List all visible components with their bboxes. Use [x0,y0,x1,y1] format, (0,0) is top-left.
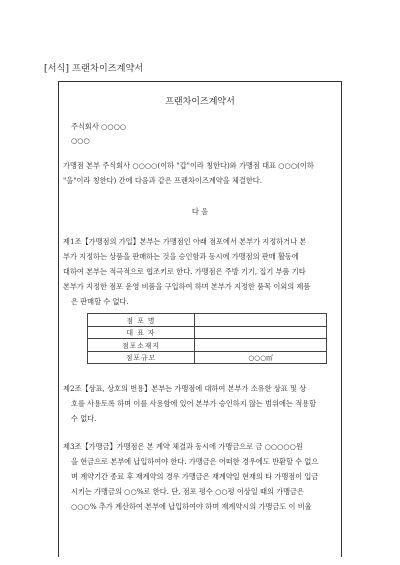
article1-line: 은 판매할 수 없다. [71,297,129,306]
company-representative: ○○○ [71,136,90,145]
article3-line: ○○○% 추가 계산하여 본부에 납입하여야 하며 재계약시의 가맹금도 이 비율 [71,502,312,511]
contract-document [58,81,342,557]
article2-line: 호를 사용토록 하며 이를 사용함에 있어 본부가 승인하지 않는 범위에는 적용할 [71,399,317,408]
table-value: ○○○㎡ [195,351,327,364]
intro-line: 가맹점 본부 주식회사 ○○○○(이하 "갑"이라 칭한다)와 가맹점 대표 ○○○(이하 [63,161,314,170]
table-label: 점포규모 [88,351,195,364]
document-title: 프랜차이즈계약서 [165,97,235,107]
article3-line: 시키는 가맹금의 ○○%로 한다. 단, 점포 평수 ○○평 이상일 때의 가맹금은 [71,487,304,496]
table-value [195,314,327,327]
article3-line: 을 현금으로 본부에 납입하여야 한다. 가맹금은 어떠한 경우에도 반환할 수 없으 [71,457,319,466]
article2-line: 수 없다. [71,414,97,423]
table-row [88,326,327,339]
table-value [195,339,327,352]
article1-line: 부가 지정하는 상품을 판매하는 것을 승인함과 동시에 가맹점의 판매 활동에 [63,252,299,261]
table-label: 점포소재지 [88,339,195,352]
table-row [88,339,327,352]
article3-line: 며 계약기간 종료 후 재계약의 경우 가맹금은 재계약일 현재의 타 가맹점이 입금 [71,472,319,481]
table-row [88,351,327,364]
article1-line: 제1조【가맹점의 가입】본부는 가맹점인 아래 점포에서 본부가 지정하거나 본 [63,237,307,246]
article3-line: 제3조【가맹금】가맹점은 본 계약 체결과 동시에 가맹금으로 금 ○○○○○원 [63,442,303,451]
store-info-table [87,313,327,364]
company-name: 주식회사 ○○○○ [71,122,127,131]
section-heading: 다 음 [191,207,209,216]
table-label: 대 표 자 [88,326,195,339]
table-label: 점 포 명 [88,314,195,327]
table-value [195,326,327,339]
article1-line: 대하여 본부는 적극적으로 협조키로 한다. 가맹점은 주방 기기, 집기 부품 기타 [63,267,306,276]
article2-line: 제2조【상표, 상호의 번용】본부는 가맹점에 대하여 본부가 소유한 상표 및 상 [63,384,307,393]
article1-line: 본부가 지정한 점포 운영 비품을 구입하여 하며 본부가 지정한 품목 이외의 제품 [63,282,311,291]
table-row [88,314,327,327]
intro-line: "을"이라 칭한다) 간에 다음과 같은 프랜차이즈계약을 체결한다. [63,176,262,185]
form-label: [서식] 프랜차이즈계약서 [44,64,144,74]
